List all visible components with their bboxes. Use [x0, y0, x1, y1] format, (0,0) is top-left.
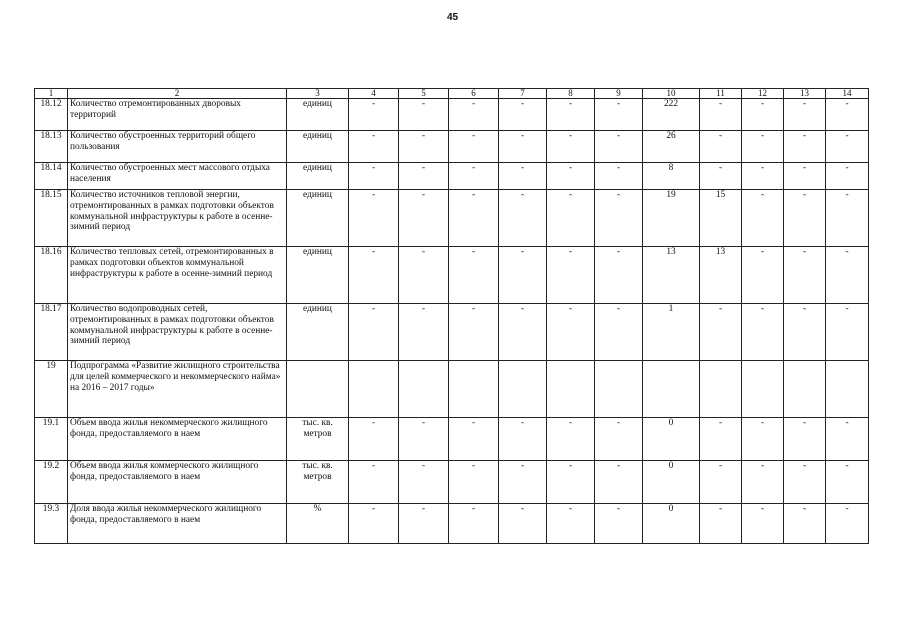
value-cell: - — [499, 461, 547, 504]
value-cell: - — [742, 461, 784, 504]
table-row — [35, 304, 869, 361]
value-cell: - — [499, 99, 547, 131]
table-row — [35, 131, 869, 163]
value-cell: - — [547, 99, 595, 131]
indicator-name: Объем ввода жилья некоммерческого жилищного фонда, предоставляемого в наем — [68, 418, 287, 461]
value-cell: - — [399, 304, 449, 361]
value-cell: 1 — [643, 304, 700, 361]
header-cell: 5 — [399, 89, 449, 99]
indicator-name: Объем ввода жилья коммерческого жилищного фонда, предоставляемого в наем — [68, 461, 287, 504]
value-cell: - — [349, 418, 399, 461]
value-cell: - — [700, 304, 742, 361]
value-cell: - — [595, 190, 643, 247]
value-cell: - — [349, 163, 399, 190]
value-cell: - — [700, 163, 742, 190]
value-cell: - — [349, 99, 399, 131]
value-cell: - — [700, 461, 742, 504]
value-cell: - — [742, 163, 784, 190]
header-cell: 8 — [547, 89, 595, 99]
row-number: 19.3 — [35, 504, 68, 544]
table-row — [35, 418, 869, 461]
unit-cell: тыс. кв. метров — [287, 418, 349, 461]
value-cell: - — [499, 304, 547, 361]
value-cell: - — [399, 461, 449, 504]
row-number: 18.16 — [35, 247, 68, 304]
table-row — [35, 190, 869, 247]
indicator-name: Количество тепловых сетей, отремонтированных в рамках подготовки объектов коммунальной инфраструктуры к работе в осенне-зимний период — [68, 247, 287, 304]
indicator-name: Количество обустроенных мест массового отдыха населения — [68, 163, 287, 190]
indicator-name: Количество источников тепловой энергии, отремонтированных в рамках подготовки объектов коммунальной инфраструктуры к работе в осенне-зимний период — [68, 190, 287, 247]
header-cell: 6 — [449, 89, 499, 99]
value-cell — [826, 361, 869, 418]
indicator-table — [34, 88, 869, 544]
value-cell: - — [595, 304, 643, 361]
value-cell: - — [826, 304, 869, 361]
value-cell: - — [499, 247, 547, 304]
value-cell: - — [784, 504, 826, 544]
value-cell: 19 — [643, 190, 700, 247]
row-number: 18.17 — [35, 304, 68, 361]
value-cell: - — [547, 504, 595, 544]
header-cell: 7 — [499, 89, 547, 99]
value-cell: - — [784, 163, 826, 190]
value-cell: - — [595, 504, 643, 544]
value-cell: - — [449, 304, 499, 361]
value-cell: - — [449, 163, 499, 190]
value-cell — [643, 361, 700, 418]
value-cell: - — [349, 247, 399, 304]
value-cell — [349, 361, 399, 418]
header-cell: 11 — [700, 89, 742, 99]
value-cell: - — [784, 190, 826, 247]
value-cell: - — [547, 131, 595, 163]
page-number: 45 — [446, 12, 459, 23]
value-cell: - — [742, 418, 784, 461]
unit-cell: единиц — [287, 304, 349, 361]
value-cell: - — [595, 247, 643, 304]
value-cell: - — [784, 418, 826, 461]
header-cell: 14 — [826, 89, 869, 99]
value-cell: - — [826, 461, 869, 504]
row-number: 18.14 — [35, 163, 68, 190]
value-cell: - — [784, 247, 826, 304]
value-cell — [742, 361, 784, 418]
indicator-name: Подпрограмма «Развитие жилищного строительства для целей коммерческого и некоммерческого найма» на 2016 – 2017 годы» — [68, 361, 287, 418]
value-cell: - — [742, 304, 784, 361]
value-cell: - — [499, 131, 547, 163]
header-cell: 10 — [643, 89, 700, 99]
value-cell: - — [399, 504, 449, 544]
value-cell — [449, 361, 499, 418]
value-cell: - — [700, 99, 742, 131]
value-cell: - — [349, 461, 399, 504]
value-cell: - — [449, 247, 499, 304]
table-row — [35, 247, 869, 304]
value-cell — [399, 361, 449, 418]
value-cell: - — [826, 131, 869, 163]
value-cell: - — [784, 99, 826, 131]
value-cell: - — [349, 131, 399, 163]
unit-cell: тыс. кв. метров — [287, 461, 349, 504]
value-cell: - — [399, 99, 449, 131]
value-cell: 13 — [700, 247, 742, 304]
value-cell: 0 — [643, 461, 700, 504]
unit-cell — [287, 361, 349, 418]
unit-cell: единиц — [287, 163, 349, 190]
value-cell: - — [547, 247, 595, 304]
value-cell: - — [742, 131, 784, 163]
unit-cell: единиц — [287, 131, 349, 163]
header-cell: 1 — [35, 89, 68, 99]
value-cell: - — [349, 304, 399, 361]
value-cell: - — [399, 190, 449, 247]
unit-cell: единиц — [287, 247, 349, 304]
value-cell: - — [595, 461, 643, 504]
value-cell: 0 — [643, 418, 700, 461]
value-cell: - — [349, 504, 399, 544]
row-number: 19.1 — [35, 418, 68, 461]
value-cell: 13 — [643, 247, 700, 304]
table-row — [35, 461, 869, 504]
value-cell: - — [700, 131, 742, 163]
header-cell: 2 — [68, 89, 287, 99]
value-cell: - — [399, 247, 449, 304]
value-cell: - — [826, 163, 869, 190]
value-cell: - — [449, 504, 499, 544]
indicator-name: Количество отремонтированных дворовых территорий — [68, 99, 287, 131]
value-cell: - — [499, 190, 547, 247]
value-cell: - — [595, 418, 643, 461]
value-cell: - — [595, 163, 643, 190]
header-cell: 13 — [784, 89, 826, 99]
table-body — [35, 89, 869, 544]
header-cell: 3 — [287, 89, 349, 99]
table-row — [35, 361, 869, 418]
value-cell: - — [449, 190, 499, 247]
value-cell: - — [784, 461, 826, 504]
row-number: 18.15 — [35, 190, 68, 247]
value-cell: - — [742, 504, 784, 544]
value-cell — [700, 361, 742, 418]
value-cell: - — [499, 504, 547, 544]
row-number: 19.2 — [35, 461, 68, 504]
value-cell: - — [595, 131, 643, 163]
value-cell: - — [547, 304, 595, 361]
header-cell: 4 — [349, 89, 399, 99]
header-cell: 9 — [595, 89, 643, 99]
value-cell: - — [349, 190, 399, 247]
value-cell: - — [399, 131, 449, 163]
value-cell: - — [499, 418, 547, 461]
value-cell: - — [700, 418, 742, 461]
value-cell: - — [742, 99, 784, 131]
value-cell: - — [742, 190, 784, 247]
table-row — [35, 163, 869, 190]
value-cell: - — [826, 504, 869, 544]
row-number: 19 — [35, 361, 68, 418]
value-cell: - — [399, 163, 449, 190]
value-cell: - — [742, 247, 784, 304]
header-cell: 12 — [742, 89, 784, 99]
value-cell: - — [547, 190, 595, 247]
value-cell — [595, 361, 643, 418]
value-cell: - — [826, 99, 869, 131]
value-cell: - — [499, 163, 547, 190]
value-cell: - — [595, 99, 643, 131]
value-cell: - — [399, 418, 449, 461]
value-cell: - — [826, 247, 869, 304]
value-cell: - — [547, 163, 595, 190]
unit-cell: единиц — [287, 99, 349, 131]
table-row — [35, 504, 869, 544]
value-cell: - — [449, 461, 499, 504]
value-cell: 15 — [700, 190, 742, 247]
value-cell — [547, 361, 595, 418]
value-cell: 0 — [643, 504, 700, 544]
row-number: 18.13 — [35, 131, 68, 163]
value-cell: - — [449, 131, 499, 163]
indicator-name: Количество обустроенных территорий общего пользования — [68, 131, 287, 163]
value-cell: - — [784, 304, 826, 361]
value-cell: 26 — [643, 131, 700, 163]
value-cell — [499, 361, 547, 418]
indicator-name: Доля ввода жилья некоммерческого жилищного фонда, предоставляемого в наем — [68, 504, 287, 544]
value-cell: - — [826, 190, 869, 247]
value-cell: - — [449, 418, 499, 461]
value-cell: - — [700, 504, 742, 544]
value-cell: 222 — [643, 99, 700, 131]
value-cell — [784, 361, 826, 418]
unit-cell: единиц — [287, 190, 349, 247]
value-cell: - — [547, 461, 595, 504]
value-cell: - — [784, 131, 826, 163]
value-cell: - — [547, 418, 595, 461]
value-cell: - — [449, 99, 499, 131]
header-row — [35, 89, 869, 99]
row-number: 18.12 — [35, 99, 68, 131]
value-cell: - — [826, 418, 869, 461]
indicator-name: Количество водопроводных сетей, отремонтированных в рамках подготовки объектов коммунальной инфраструктуры к работе в осенне-зимний период — [68, 304, 287, 361]
value-cell: 8 — [643, 163, 700, 190]
table-row — [35, 99, 869, 131]
unit-cell: % — [287, 504, 349, 544]
